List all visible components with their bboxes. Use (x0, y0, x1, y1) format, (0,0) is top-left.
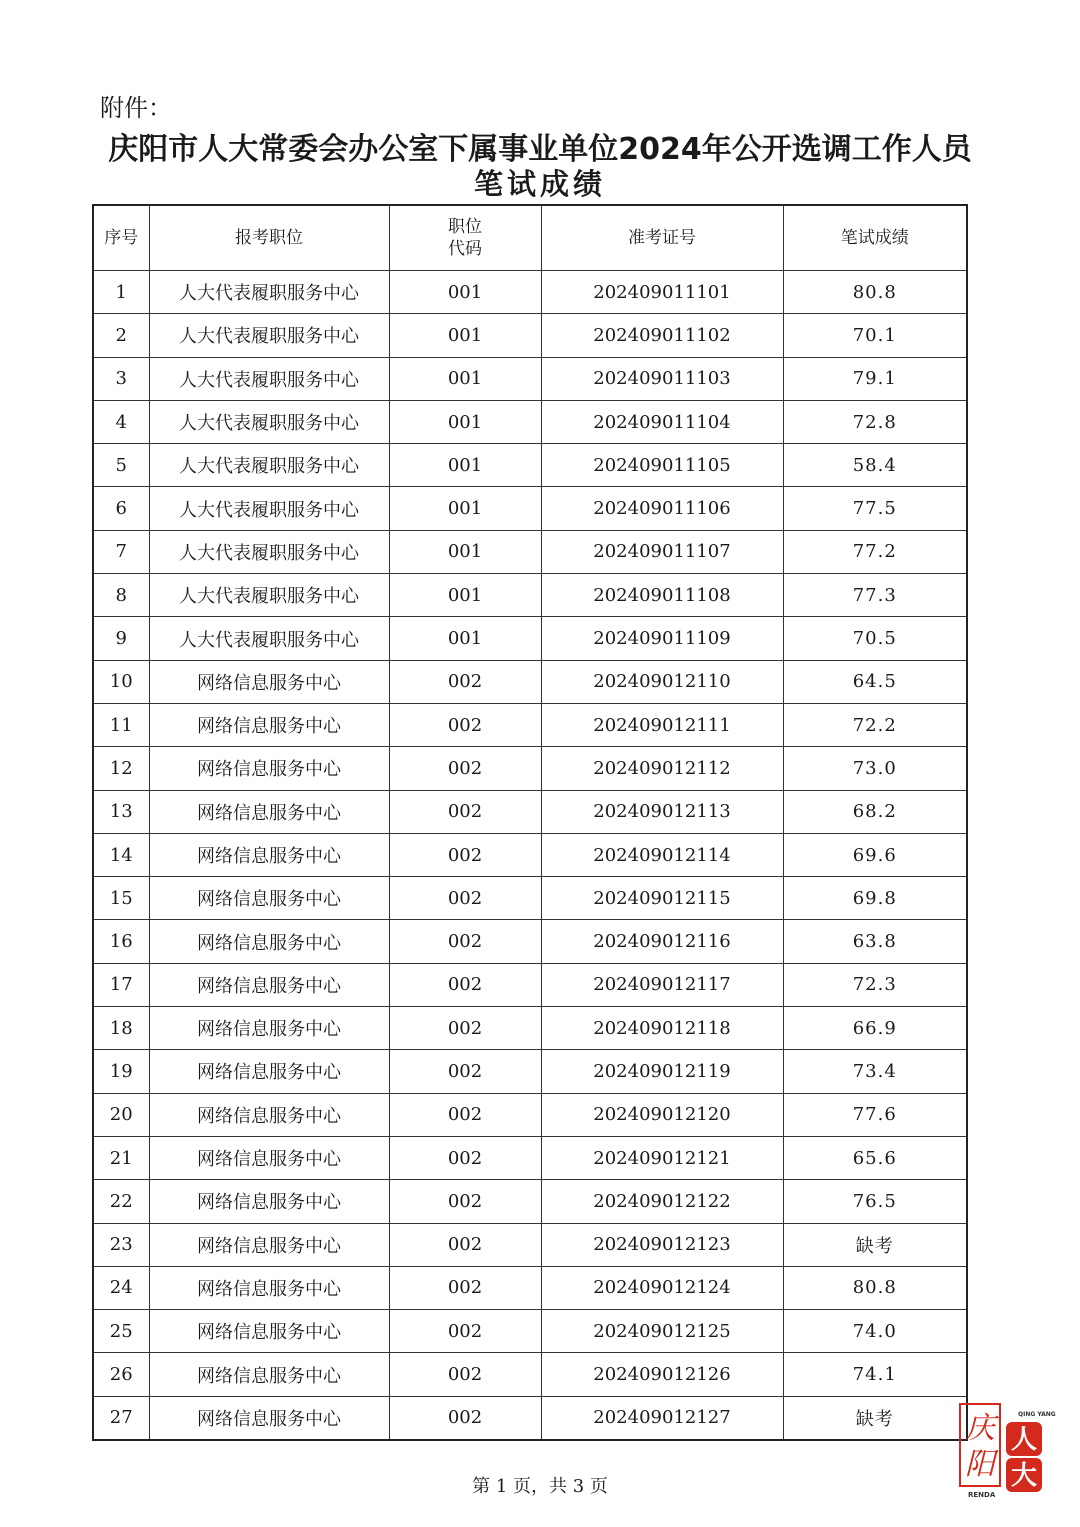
cell-code: 002 (389, 1180, 541, 1223)
cell-seq: 21 (93, 1136, 149, 1179)
cell-score: 80.8 (783, 1266, 967, 1309)
cell-seq: 17 (93, 963, 149, 1006)
cell-code: 001 (389, 487, 541, 530)
cell-seq: 12 (93, 747, 149, 790)
header-position: 报考职位 (149, 205, 389, 271)
cell-seq: 19 (93, 1050, 149, 1093)
logo-text-right-1: 人 (1010, 1425, 1038, 1455)
cell-ticket: 202409011101 (541, 271, 783, 314)
cell-position: 网络信息服务中心 (149, 833, 389, 876)
cell-ticket: 202409011109 (541, 617, 783, 660)
cell-position: 网络信息服务中心 (149, 1223, 389, 1266)
cell-code: 002 (389, 1050, 541, 1093)
cell-ticket: 202409012122 (541, 1180, 783, 1223)
table-row (93, 530, 967, 573)
cell-ticket: 202409012110 (541, 660, 783, 703)
cell-score: 76.5 (783, 1180, 967, 1223)
qingyang-renda-logo (958, 1402, 1056, 1500)
cell-position: 人大代表履职服务中心 (149, 574, 389, 617)
cell-position: 网络信息服务中心 (149, 790, 389, 833)
table-row (93, 1093, 967, 1136)
cell-ticket: 202409012127 (541, 1396, 783, 1440)
table-row (93, 574, 967, 617)
cell-seq: 9 (93, 617, 149, 660)
table-header-row (93, 205, 967, 271)
cell-seq: 25 (93, 1310, 149, 1353)
cell-score: 77.5 (783, 487, 967, 530)
cell-position: 网络信息服务中心 (149, 1353, 389, 1396)
table-row (93, 1180, 967, 1223)
cell-seq: 7 (93, 530, 149, 573)
table-row (93, 617, 967, 660)
table-row (93, 314, 967, 357)
attachment-label: 附件： (100, 94, 172, 122)
cell-position: 人大代表履职服务中心 (149, 617, 389, 660)
cell-position: 网络信息服务中心 (149, 963, 389, 1006)
cell-seq: 24 (93, 1266, 149, 1309)
cell-score: 74.0 (783, 1310, 967, 1353)
cell-position: 网络信息服务中心 (149, 1310, 389, 1353)
cell-ticket: 202409012116 (541, 920, 783, 963)
table-row (93, 1007, 967, 1050)
cell-seq: 13 (93, 790, 149, 833)
header-score: 笔试成绩 (783, 205, 967, 271)
table-row (93, 747, 967, 790)
cell-position: 人大代表履职服务中心 (149, 357, 389, 400)
table-row (93, 271, 967, 314)
cell-code: 001 (389, 314, 541, 357)
logo-text-left-1: 庆 (965, 1411, 995, 1446)
cell-seq: 3 (93, 357, 149, 400)
cell-score: 69.6 (783, 833, 967, 876)
cell-seq: 15 (93, 877, 149, 920)
cell-ticket: 202409011103 (541, 357, 783, 400)
cell-ticket: 202409011105 (541, 444, 783, 487)
table-row (93, 357, 967, 400)
cell-position: 网络信息服务中心 (149, 747, 389, 790)
cell-score: 66.9 (783, 1007, 967, 1050)
cell-seq: 16 (93, 920, 149, 963)
header-code-line2: 代码 (448, 239, 482, 259)
cell-seq: 2 (93, 314, 149, 357)
cell-ticket: 202409012119 (541, 1050, 783, 1093)
cell-position: 人大代表履职服务中心 (149, 444, 389, 487)
logo-text-left-2: 阳 (965, 1447, 995, 1482)
cell-seq: 14 (93, 833, 149, 876)
cell-seq: 4 (93, 400, 149, 443)
cell-score: 缺考 (783, 1396, 967, 1440)
cell-code: 002 (389, 1093, 541, 1136)
header-code-line1: 职位 (448, 217, 482, 237)
cell-ticket: 202409012126 (541, 1353, 783, 1396)
header-code (389, 205, 541, 271)
cell-seq: 20 (93, 1093, 149, 1136)
cell-score: 69.8 (783, 877, 967, 920)
cell-seq: 8 (93, 574, 149, 617)
table-row (93, 1136, 967, 1179)
cell-code: 001 (389, 357, 541, 400)
cell-code: 002 (389, 1136, 541, 1179)
cell-code: 002 (389, 1310, 541, 1353)
cell-position: 网络信息服务中心 (149, 1180, 389, 1223)
cell-seq: 23 (93, 1223, 149, 1266)
cell-score: 80.8 (783, 271, 967, 314)
cell-position: 人大代表履职服务中心 (149, 487, 389, 530)
cell-position: 网络信息服务中心 (149, 660, 389, 703)
logo-text-right-2: 大 (1010, 1461, 1038, 1491)
table-row (93, 963, 967, 1006)
cell-code: 001 (389, 574, 541, 617)
cell-code: 002 (389, 1353, 541, 1396)
cell-ticket: 202409012113 (541, 790, 783, 833)
cell-code: 001 (389, 617, 541, 660)
cell-score: 77.3 (783, 574, 967, 617)
cell-ticket: 202409011104 (541, 400, 783, 443)
table-row (93, 1223, 967, 1266)
cell-score: 64.5 (783, 660, 967, 703)
table-row (93, 444, 967, 487)
cell-position: 网络信息服务中心 (149, 1050, 389, 1093)
cell-position: 人大代表履职服务中心 (149, 314, 389, 357)
cell-ticket: 202409012118 (541, 1007, 783, 1050)
cell-position: 网络信息服务中心 (149, 1093, 389, 1136)
cell-position: 网络信息服务中心 (149, 703, 389, 746)
header-seq: 序号 (93, 205, 149, 271)
cell-code: 002 (389, 877, 541, 920)
cell-code: 001 (389, 271, 541, 314)
cell-code: 001 (389, 444, 541, 487)
cell-position: 人大代表履职服务中心 (149, 400, 389, 443)
table-row (93, 920, 967, 963)
table-row (93, 1266, 967, 1309)
table-row (93, 790, 967, 833)
cell-seq: 11 (93, 703, 149, 746)
cell-ticket: 202409012112 (541, 747, 783, 790)
cell-position: 网络信息服务中心 (149, 877, 389, 920)
cell-score: 72.2 (783, 703, 967, 746)
cell-score: 68.2 (783, 790, 967, 833)
cell-ticket: 202409012111 (541, 703, 783, 746)
cell-score: 58.4 (783, 444, 967, 487)
cell-ticket: 202409012114 (541, 833, 783, 876)
cell-code: 002 (389, 660, 541, 703)
table-row (93, 1050, 967, 1093)
header-ticket: 准考证号 (541, 205, 783, 271)
cell-code: 002 (389, 1223, 541, 1266)
cell-seq: 1 (93, 271, 149, 314)
cell-position: 网络信息服务中心 (149, 1007, 389, 1050)
cell-score: 77.6 (783, 1093, 967, 1136)
table-row (93, 400, 967, 443)
cell-score: 73.4 (783, 1050, 967, 1093)
table-row (93, 660, 967, 703)
cell-ticket: 202409011107 (541, 530, 783, 573)
cell-score: 73.0 (783, 747, 967, 790)
cell-code: 002 (389, 1396, 541, 1440)
cell-score: 72.3 (783, 963, 967, 1006)
cell-ticket: 202409012123 (541, 1223, 783, 1266)
cell-position: 人大代表履职服务中心 (149, 530, 389, 573)
table-row (93, 487, 967, 530)
cell-ticket: 202409012115 (541, 877, 783, 920)
cell-position: 网络信息服务中心 (149, 920, 389, 963)
table-row (93, 877, 967, 920)
cell-ticket: 202409011102 (541, 314, 783, 357)
cell-ticket: 202409012117 (541, 963, 783, 1006)
page-footer: 第 1 页，共 3 页 (472, 1476, 608, 1497)
cell-seq: 22 (93, 1180, 149, 1223)
table-row (93, 703, 967, 746)
table-row (93, 1310, 967, 1353)
page-title: 庆阳市人大常委会办公室下属事业单位2024年公开选调工作人员 (108, 132, 972, 167)
cell-score: 70.5 (783, 617, 967, 660)
page-subtitle: 笔试成绩 (473, 167, 606, 201)
cell-score: 72.8 (783, 400, 967, 443)
logo-graphic (958, 1402, 1056, 1500)
cell-seq: 26 (93, 1353, 149, 1396)
cell-score: 缺考 (783, 1223, 967, 1266)
cell-seq: 6 (93, 487, 149, 530)
cell-position: 网络信息服务中心 (149, 1136, 389, 1179)
cell-score: 63.8 (783, 920, 967, 963)
cell-score: 77.2 (783, 530, 967, 573)
cell-code: 001 (389, 400, 541, 443)
table-row (93, 1396, 967, 1440)
score-table (92, 204, 968, 1441)
cell-seq: 18 (93, 1007, 149, 1050)
cell-score: 65.6 (783, 1136, 967, 1179)
logo-small-top: QING YANG (1018, 1411, 1056, 1418)
cell-position: 网络信息服务中心 (149, 1266, 389, 1309)
table-row (93, 833, 967, 876)
cell-ticket: 202409011106 (541, 487, 783, 530)
cell-code: 002 (389, 790, 541, 833)
cell-score: 70.1 (783, 314, 967, 357)
cell-seq: 10 (93, 660, 149, 703)
cell-ticket: 202409011108 (541, 574, 783, 617)
cell-code: 002 (389, 1007, 541, 1050)
cell-code: 002 (389, 1266, 541, 1309)
cell-ticket: 202409012124 (541, 1266, 783, 1309)
cell-score: 79.1 (783, 357, 967, 400)
cell-ticket: 202409012121 (541, 1136, 783, 1179)
cell-position: 人大代表履职服务中心 (149, 271, 389, 314)
cell-code: 002 (389, 920, 541, 963)
cell-code: 002 (389, 963, 541, 1006)
table-row (93, 1353, 967, 1396)
logo-small-bottom: RENDA (968, 1491, 996, 1499)
cell-ticket: 202409012120 (541, 1093, 783, 1136)
cell-score: 74.1 (783, 1353, 967, 1396)
cell-seq: 27 (93, 1396, 149, 1440)
cell-ticket: 202409012125 (541, 1310, 783, 1353)
cell-seq: 5 (93, 444, 149, 487)
cell-code: 002 (389, 833, 541, 876)
cell-code: 002 (389, 703, 541, 746)
cell-code: 001 (389, 530, 541, 573)
cell-position: 网络信息服务中心 (149, 1396, 389, 1440)
cell-code: 002 (389, 747, 541, 790)
